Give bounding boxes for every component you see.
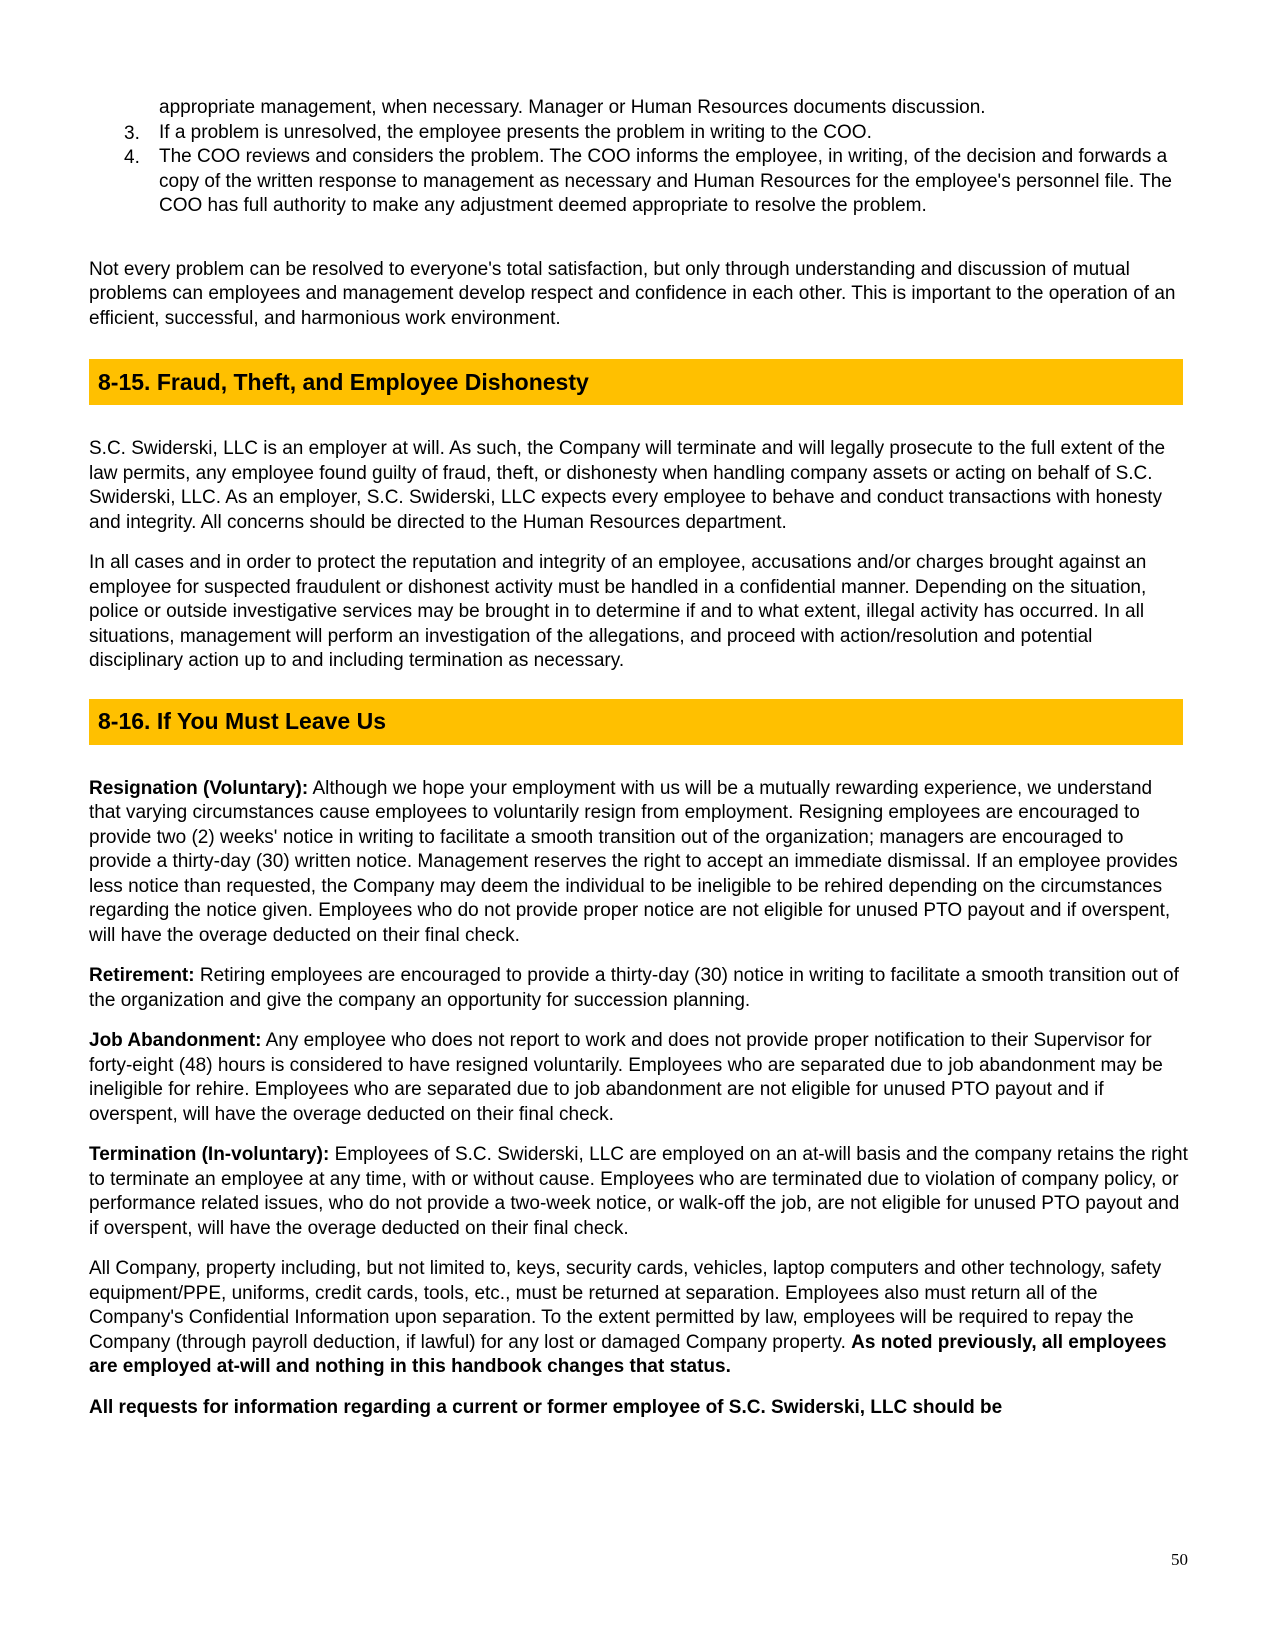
resignation-label: Resignation (Voluntary): xyxy=(89,777,309,799)
at-will-statement: As noted previously, all employees are employed at-will and nothing in this handbook changes that status. xyxy=(89,1331,1167,1377)
handbook-page xyxy=(89,96,1189,1420)
page-number: 50 xyxy=(1171,1550,1188,1569)
requests-paragraph: All requests for information regarding a current or former employee of S.C. Swiderski, LLC should be xyxy=(89,1396,1003,1418)
termination-paragraph: Termination (In-voluntary): Employees of S.C. Swiderski, LLC are employed on an at-will basis and the company retains the right to terminate an employee at any time, with or without cause. Employees who are terminated due to violation of company policy, or performance related issues, who do not provide a two-week notice, or walk-off the job, are not eligible for unused PTO payout and if overspent, will have the overage deducted on their final check. xyxy=(89,1144,1188,1239)
list-item: appropriate management, when necessary. Manager or Human Resources documents discussion. xyxy=(159,97,986,118)
procedure-list xyxy=(89,96,1189,219)
list-number: 3. xyxy=(124,122,140,144)
abandonment-label: Job Abandonment: xyxy=(89,1030,262,1051)
resignation-paragraph: Resignation (Voluntary): Although we hope your employment with us will be a mutually rewarding experience, we understand that varying circumstances cause employees to voluntarily resign from employment. Resigning employees are encouraged to provide two (2) weeks' notice in writing to facilitate a smooth transition out of the organization; managers are encouraged to provide a thirty-day (30) written notice. Management reserves the right to accept an immediate dismissal. If an employee provides less notice than requested, the Company may deem the individual to be ineligible to be rehired depending on the circumstances regarding the notice given. Employees who do not provide proper notice are not eligible for unused PTO payout and if overspent, will have the overage deducted on their final check. xyxy=(89,777,1178,946)
section-heading-8-16: 8-16. If You Must Leave Us xyxy=(89,699,1183,745)
list-item: 4. The COO reviews and considers the problem. The COO informs the employee, in writing, of the decision and forwards a copy of the written response to management as necessary and Human Resources for the employee's personnel file. The COO has full authority to make any adjustment deemed appropriate to resolve the problem. xyxy=(124,146,1172,216)
retirement-label: Retirement: xyxy=(89,965,195,986)
section-heading-8-15: 8-15. Fraud, Theft, and Employee Dishonesty xyxy=(89,359,1183,405)
closing-paragraph: Not every problem can be resolved to everyone's total satisfaction, but only through understanding and discussion of mutual problems can employees and management develop respect and confidence in each other. This is important to the operation of an efficient, successful, and harmonious work environment. xyxy=(89,258,1176,329)
fraud-paragraph-2: In all cases and in order to protect the reputation and integrity of an employee, accusations and/or charges brought against an employee for suspected fraudulent or dishonest activity must be handled in a confidential manner. Depending on the situation, police or outside investigative services may be brought in to determine if and to what extent, illegal activity has occurred. In all situations, management will perform an investigation of the allegations, and proceed with action/resolution and potential disciplinary action up to and including termination as necessary. xyxy=(89,552,1147,671)
fraud-paragraph-1: S.C. Swiderski, LLC is an employer at will. As such, the Company will terminate and will legally prosecute to the full extent of the law permits, any employee found guilty of fraud, theft, or dishonesty when handling company assets or acting on behalf of S.C. Swiderski, LLC. As an employer, S.C. Swiderski, LLC expects every employee to behave and conduct transactions with honesty and integrity. All concerns should be directed to the Human Resources department. xyxy=(89,438,1166,533)
list-number: 4. xyxy=(124,147,140,168)
termination-label: Termination (In-voluntary): xyxy=(89,1144,330,1165)
list-item: 3. If a problem is unresolved, the employee presents the problem in writing to the COO. xyxy=(89,121,1189,146)
retirement-paragraph: Retirement: Retiring employees are encouraged to provide a thirty-day (30) notice in writing to facilitate a smooth transition out of the organization and give the company an opportunity for succession planning. xyxy=(89,965,1179,1011)
abandonment-paragraph: Job Abandonment: Any employee who does not report to work and does not provide proper notification to their Supervisor for forty-eight (48) hours is considered to have resigned voluntarily. Employees who are separated due to job abandonment may be ineligible for rehire. Employees who are separated due to job abandonment are not eligible for unused PTO payout and if overspent, will have the overage deducted on their final check. xyxy=(89,1030,1163,1125)
property-paragraph: All Company, property including, but not limited to, keys, security cards, vehicles, laptop computers and other technology, safety equipment/PPE, uniforms, credit cards, tools, etc., must be returned at separation. Employees also must return all of the Company's Confidential Information upon separation. To the extent permitted by law, employees will be required to repay the Company (through payroll deduction, if lawful) for any lost or damaged Company property. As noted previously, all employees are employed at-will and nothing in this handbook changes that status. xyxy=(89,1258,1167,1377)
